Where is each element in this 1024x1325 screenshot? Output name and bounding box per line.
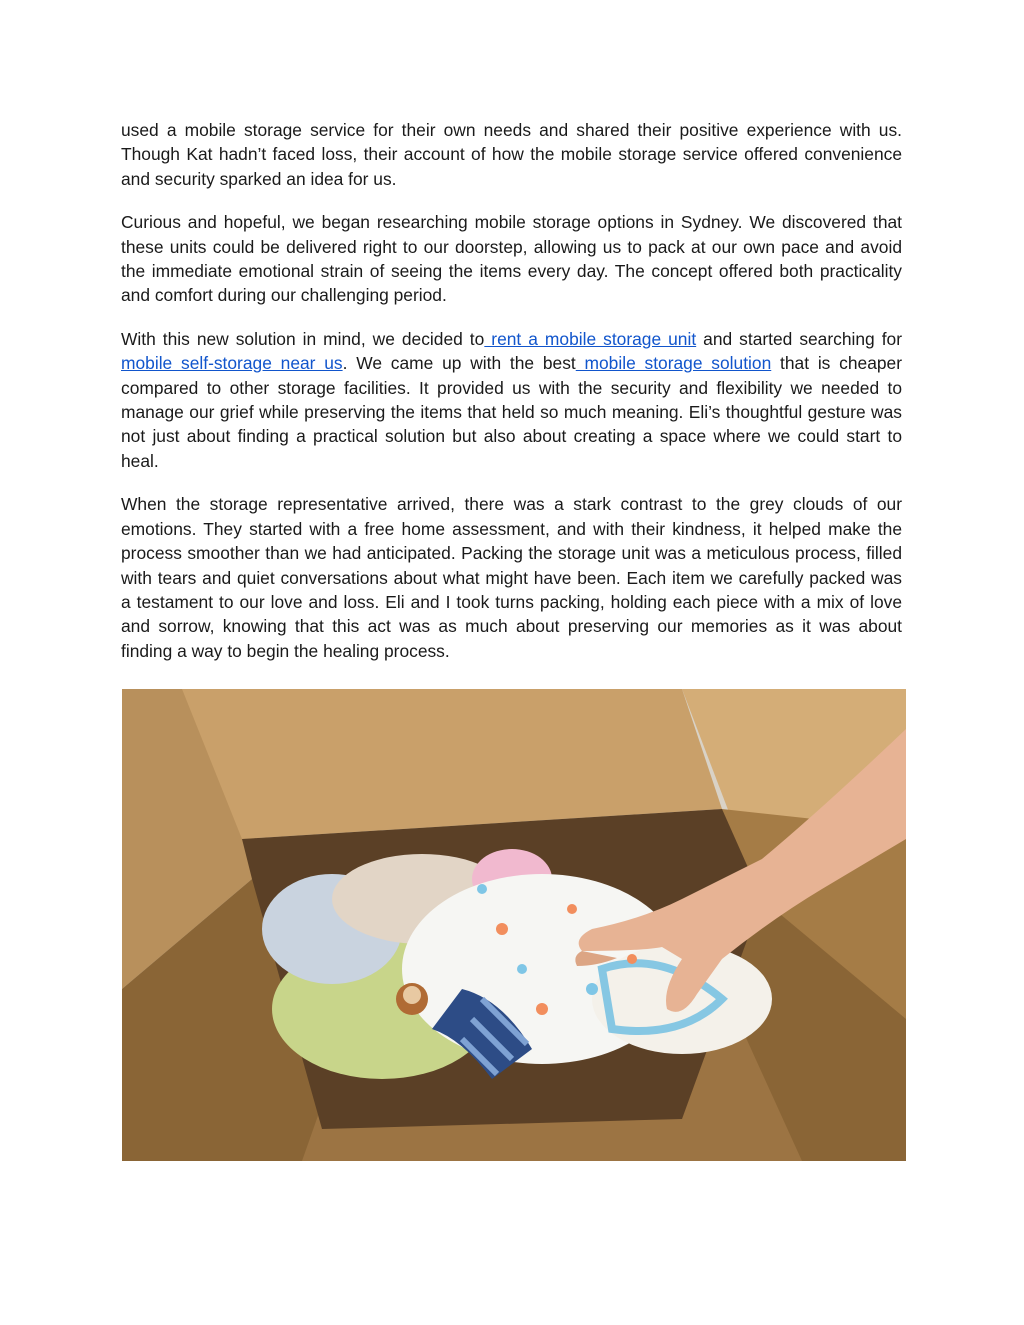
paragraph-text: used a mobile storage service for their own needs and shared their positive experience with us. Though Kat hadn’t faced loss, their account of how the mobile storage service offered convenience and security sparked an idea for us. <box>121 120 902 189</box>
article-body <box>121 118 902 682</box>
paragraph-text: With this new solution in mind, we decided to <box>121 328 485 349</box>
paragraph-text: that is cheaper compared to other storage facilities. It provided us with the security and flexibility we needed to manage our grief while preserving the items that held so much meaning. Eli’s thoughtful gesture was not just about finding a practical solution but also about creating a space where we could start to heal. <box>121 353 902 471</box>
paragraph <box>121 492 902 663</box>
inline-link[interactable]: mobile storage solution <box>575 353 772 374</box>
paragraph <box>121 210 902 308</box>
photo-baby-clothes-in-box <box>122 689 906 1161</box>
paragraph-text: When the storage representative arrived, there was a stark contrast to the grey clouds of our emotions. They started with a free home assessment, and with their kindness, it helped make the process smoother than we had anticipated. Packing the storage unit was a meticulous process, filled with tears and quiet conversations about what might have been. Each item we carefully packed was a testament to our love and loss. Eli and I took turns packing, holding each piece with a mix of love and sorrow, knowing that this act was as much about preserving our memories as it was about finding a way to begin the healing process. <box>121 494 902 661</box>
paragraph-text: . We came up with the best <box>342 353 576 374</box>
inline-link[interactable]: rent a mobile storage unit <box>484 328 697 349</box>
paragraph <box>121 327 902 473</box>
paragraph-text: and started searching for <box>696 328 903 349</box>
paragraph <box>121 118 902 191</box>
inline-link[interactable]: mobile self-storage near us <box>121 353 343 374</box>
box-illustration <box>122 689 906 1161</box>
paragraph-text: Curious and hopeful, we began researching mobile storage options in Sydney. We discovered that these units could be delivered right to our doorstep, allowing us to pack at our own pace and avoid the immediate emotional strain of seeing the items every day. The concept offered both practicality and comfort during our challenging period. <box>121 212 902 306</box>
